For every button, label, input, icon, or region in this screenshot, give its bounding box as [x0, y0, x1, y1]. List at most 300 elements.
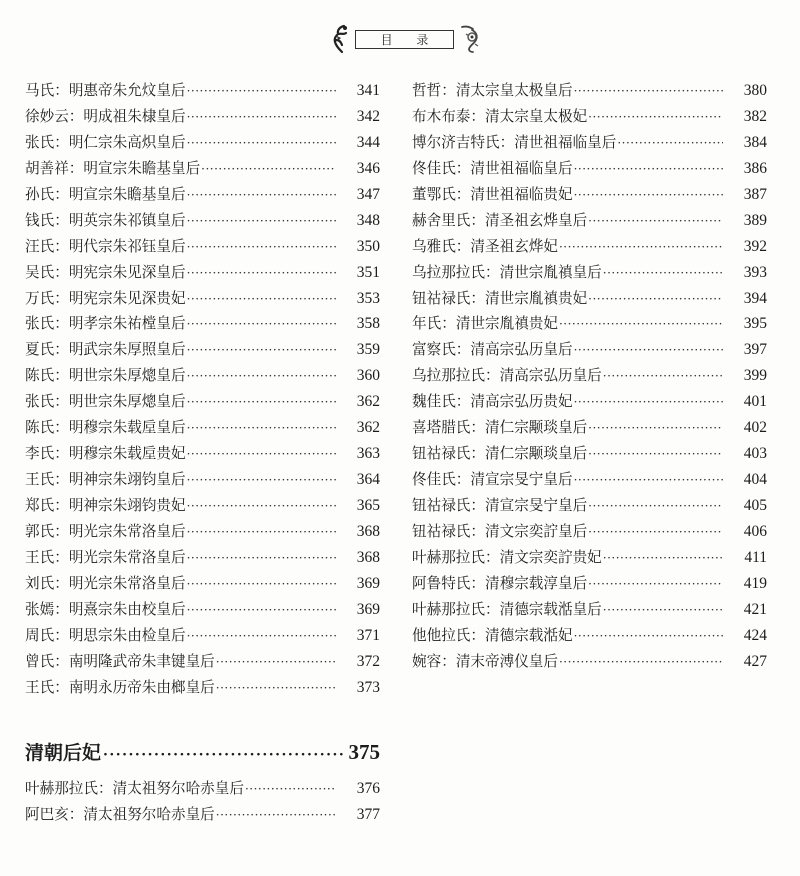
entry-separator: ： — [470, 522, 485, 540]
entry-name: 刘氏 — [25, 574, 55, 592]
toc-entry[interactable] — [25, 78, 380, 104]
leader-dots — [559, 312, 723, 338]
entry-name: 王氏 — [25, 548, 55, 566]
entry-page: 351 — [356, 263, 380, 281]
entry-title: 清仁宗颙琰皇后 — [485, 419, 588, 437]
leader-dots — [187, 442, 336, 468]
entry-page: 341 — [356, 82, 380, 99]
entry-page: 402 — [743, 419, 767, 437]
entry-page: 364 — [356, 471, 380, 489]
leader-dots — [187, 598, 336, 624]
entry-separator: ： — [54, 497, 69, 514]
entry-page: 362 — [356, 419, 380, 437]
entry-title: 明神宗朱翊钧皇后 — [68, 471, 186, 489]
entry-page: 386 — [743, 159, 767, 177]
entry-separator: ： — [54, 237, 69, 255]
entry-page: 421 — [743, 600, 767, 618]
section-title: 清朝后妃 — [25, 742, 102, 764]
entry-title: 明惠帝朱允炆皇后 — [68, 82, 186, 99]
entry-name: 吴氏 — [25, 263, 55, 281]
entry-title: 明熹宗朱由校皇后 — [68, 600, 186, 618]
entry-name: 郑氏 — [25, 497, 55, 514]
toc-entry[interactable] — [25, 234, 380, 260]
entry-page: 387 — [743, 185, 767, 203]
leader-dots — [588, 572, 723, 598]
toc-entry[interactable] — [412, 78, 767, 104]
leader-dots — [588, 105, 723, 131]
toc-right-column — [412, 78, 767, 675]
entry-separator: ： — [470, 107, 485, 125]
entry-page: 376 — [356, 780, 380, 797]
leader-dots — [617, 131, 723, 157]
entry-separator: ： — [441, 652, 456, 670]
entry-page: 427 — [743, 652, 767, 670]
toc-title: 目 录 — [355, 30, 454, 49]
entry-name: 布木布泰 — [412, 107, 471, 125]
entry-name: 孙氏 — [25, 185, 55, 203]
entry-title: 清文宗奕詝皇后 — [485, 522, 588, 540]
toc-entry[interactable] — [412, 623, 767, 649]
entry-title: 清世祖福临皇后 — [470, 159, 573, 177]
toc-entry[interactable] — [25, 776, 380, 802]
entry-separator: ： — [470, 626, 485, 644]
entry-separator: ： — [54, 82, 69, 99]
entry-title: 明武宗朱厚照皇后 — [68, 341, 186, 359]
toc-entry[interactable] — [25, 802, 380, 828]
entry-page: 395 — [743, 315, 767, 333]
entry-name: 佟佳氏 — [412, 159, 456, 177]
toc-entry[interactable] — [412, 571, 767, 597]
entry-name: 陈氏 — [25, 419, 55, 437]
entry-title: 明仁宗朱高炽皇后 — [68, 133, 186, 151]
entry-title: 清仁宗颙琰皇后 — [485, 445, 588, 463]
entry-title: 清世祖福临皇后 — [514, 133, 617, 151]
entry-name: 佟佳氏 — [412, 471, 456, 489]
entry-title: 清宣宗旻宁皇后 — [470, 471, 573, 489]
leader-dots — [603, 261, 723, 287]
entry-separator: ： — [455, 159, 471, 177]
leader-dots — [187, 312, 336, 338]
toc-entry[interactable] — [25, 545, 380, 571]
entry-name: 徐妙云 — [25, 107, 69, 125]
entry-separator: ： — [54, 522, 69, 540]
toc-entry[interactable] — [25, 415, 380, 441]
entry-name: 年氏 — [412, 315, 442, 333]
leader-dots — [187, 235, 336, 261]
toc-entry[interactable] — [412, 441, 767, 467]
entry-title: 明代宗朱祁钰皇后 — [68, 237, 186, 255]
entry-title: 明宪宗朱见深皇后 — [68, 263, 186, 281]
entry-name: 郭氏 — [25, 522, 55, 540]
entry-separator: ： — [455, 341, 471, 359]
leader-dots — [574, 468, 723, 494]
entry-name: 魏佳氏 — [412, 393, 456, 411]
entry-separator: ： — [54, 185, 69, 203]
entry-page: 348 — [356, 211, 380, 229]
entry-title: 清文宗奕詝贵妃 — [499, 548, 602, 566]
leader-dots — [574, 338, 723, 364]
entry-separator: ： — [97, 780, 113, 797]
entry-title: 清德宗载湉妃 — [485, 626, 573, 644]
entry-page: 369 — [356, 600, 380, 618]
entry-name: 张氏 — [25, 393, 55, 411]
entry-separator: ： — [484, 263, 500, 281]
entry-separator: ： — [54, 315, 69, 333]
entry-title: 明孝宗朱祐樘皇后 — [68, 315, 186, 333]
leader-dots — [603, 364, 723, 390]
toc-entry[interactable] — [412, 104, 767, 130]
toc-entry[interactable] — [25, 623, 380, 649]
entry-title: 清宣宗旻宁皇后 — [485, 497, 588, 514]
entry-name: 叶赫那拉氏 — [412, 548, 485, 566]
entry-title: 明世宗朱厚熜皇后 — [68, 367, 186, 385]
entry-title: 清高宗弘历皇后 — [499, 367, 602, 385]
entry-page: 392 — [743, 237, 767, 255]
toc-entry[interactable] — [25, 363, 380, 389]
entry-name: 乌雅氏 — [412, 237, 456, 255]
entry-name: 喜塔腊氏 — [412, 419, 471, 437]
entry-name: 博尔济吉特氏 — [412, 133, 500, 151]
toc-entry[interactable] — [25, 467, 380, 493]
entry-page: 380 — [743, 82, 767, 99]
leader-dots — [588, 287, 723, 313]
entry-separator: ： — [54, 367, 69, 385]
leader-dots — [187, 209, 336, 235]
toc-entry[interactable] — [25, 597, 380, 623]
entry-title: 清世宗胤禛皇后 — [499, 263, 602, 281]
toc-entry[interactable] — [25, 389, 380, 415]
entry-name: 阿巴亥 — [25, 805, 69, 823]
entry-title: 清德宗载湉皇后 — [499, 600, 602, 618]
entry-name: 夏氏 — [25, 341, 55, 359]
leader-dots — [574, 183, 723, 209]
toc-entry[interactable] — [412, 208, 767, 234]
entry-name: 张氏 — [25, 315, 55, 333]
entry-separator: ： — [441, 82, 456, 99]
entry-separator: ： — [68, 107, 84, 125]
leader-dots — [187, 287, 336, 313]
toc-entry[interactable] — [25, 675, 380, 701]
entry-separator: ： — [470, 445, 485, 463]
entry-page: 344 — [356, 133, 380, 151]
entry-separator: ： — [455, 237, 471, 255]
toc-entry[interactable] — [412, 597, 767, 623]
toc-entry[interactable] — [412, 415, 767, 441]
toc-entry[interactable] — [412, 182, 767, 208]
entry-separator: ： — [54, 289, 69, 307]
toc-entry[interactable] — [412, 260, 767, 286]
entry-page: 406 — [743, 522, 767, 540]
toc-entry[interactable] — [25, 104, 380, 130]
entry-separator: ： — [54, 548, 69, 566]
toc-header — [0, 30, 800, 58]
leader-dots — [103, 738, 344, 772]
toc-entry[interactable] — [412, 337, 767, 363]
toc-entry[interactable] — [25, 156, 380, 182]
entry-name: 曾氏 — [25, 652, 55, 670]
toc-entry[interactable] — [25, 260, 380, 286]
entry-title: 清末帝溥仪皇后 — [455, 652, 558, 670]
entry-separator: ： — [54, 626, 69, 644]
entry-title: 清圣祖玄烨妃 — [470, 237, 558, 255]
entry-separator: ： — [68, 805, 84, 823]
entry-page: 399 — [743, 367, 767, 385]
entry-page: 401 — [743, 393, 767, 411]
entry-page: 404 — [743, 471, 767, 489]
entry-page: 369 — [356, 574, 380, 592]
entry-title: 明穆宗朱载垕皇后 — [68, 419, 186, 437]
entry-title: 清太祖努尔哈赤皇后 — [112, 780, 244, 797]
entry-page: 360 — [356, 367, 380, 385]
entry-title: 明宣宗朱瞻基皇后 — [83, 159, 201, 177]
section-heading[interactable] — [25, 735, 380, 769]
toc-entry[interactable] — [412, 234, 767, 260]
entry-name: 周氏 — [25, 626, 55, 644]
entry-name: 富察氏 — [412, 341, 456, 359]
entry-name: 王氏 — [25, 678, 55, 696]
entry-page: 405 — [743, 497, 767, 514]
toc-entry[interactable] — [412, 545, 767, 571]
entry-name: 哲哲 — [412, 82, 442, 99]
toc-entry[interactable] — [412, 649, 767, 675]
entry-separator: ： — [54, 574, 69, 592]
entry-name: 乌拉那拉氏 — [412, 367, 485, 385]
entry-title: 清高宗弘历皇后 — [470, 341, 573, 359]
leader-dots — [187, 390, 336, 416]
leader-dots — [187, 131, 336, 157]
toc-entry[interactable] — [25, 286, 380, 312]
toc-entry[interactable] — [25, 571, 380, 597]
entry-page: 403 — [743, 445, 767, 463]
leader-dots — [588, 520, 723, 546]
entry-title: 明英宗朱祁镇皇后 — [68, 211, 186, 229]
entry-separator: ： — [54, 341, 69, 359]
entry-separator: ： — [470, 289, 485, 307]
entry-page: 362 — [356, 393, 380, 411]
toc-entry[interactable] — [412, 130, 767, 156]
entry-page: 368 — [356, 522, 380, 540]
leader-dots — [574, 79, 723, 105]
entry-name: 董鄂氏 — [412, 185, 456, 203]
entry-separator: ： — [54, 211, 69, 229]
toc-section-qing — [25, 735, 380, 828]
entry-title: 清太祖努尔哈赤皇后 — [83, 805, 215, 823]
entry-name: 钮祜禄氏 — [412, 497, 471, 514]
leader-dots — [187, 105, 336, 131]
leader-dots — [588, 416, 723, 442]
toc-entry[interactable] — [412, 156, 767, 182]
entry-separator: ： — [499, 133, 515, 151]
toc-entry[interactable] — [412, 311, 767, 337]
entry-separator: ： — [441, 315, 456, 333]
toc-entry[interactable] — [25, 493, 380, 519]
entry-title: 清世宗胤禛贵妃 — [455, 315, 558, 333]
entry-title: 清圣祖玄烨皇后 — [485, 211, 588, 229]
entry-name: 马氏 — [25, 82, 55, 99]
toc-entry[interactable] — [412, 286, 767, 312]
entry-page: 382 — [743, 107, 767, 125]
leader-dots — [603, 598, 723, 624]
entry-page: 373 — [356, 678, 380, 696]
entry-page: 397 — [743, 341, 767, 359]
entry-name: 陈氏 — [25, 367, 55, 385]
toc-entry[interactable] — [25, 519, 380, 545]
leader-dots — [588, 494, 723, 520]
entry-separator: ： — [54, 678, 69, 696]
leader-dots — [187, 183, 336, 209]
leader-dots — [187, 546, 336, 572]
entry-separator: ： — [484, 548, 500, 566]
entry-page: 424 — [743, 626, 767, 644]
entry-name: 王氏 — [25, 471, 55, 489]
entry-title: 南明永历帝朱由榔皇后 — [68, 678, 215, 696]
entry-separator: ： — [54, 652, 69, 670]
toc-entry[interactable] — [412, 519, 767, 545]
entry-title: 清高宗弘历贵妃 — [470, 393, 573, 411]
leader-dots — [201, 157, 336, 183]
entry-page: 346 — [356, 159, 380, 177]
entry-name: 叶赫那拉氏 — [25, 780, 98, 797]
entry-title: 明世宗朱厚熜皇后 — [68, 393, 186, 411]
toc-entry[interactable] — [412, 363, 767, 389]
leader-dots — [574, 390, 723, 416]
leader-dots — [187, 261, 336, 287]
entry-name: 乌拉那拉氏 — [412, 263, 485, 281]
entry-title: 明光宗朱常洛皇后 — [68, 574, 186, 592]
entry-page: 368 — [356, 548, 380, 566]
entry-page: 363 — [356, 445, 380, 463]
leader-dots — [574, 157, 723, 183]
leader-dots — [187, 79, 336, 105]
entry-title: 清太宗皇太极妃 — [485, 107, 588, 125]
entry-separator: ： — [54, 471, 69, 489]
entry-page: 419 — [743, 574, 767, 592]
entry-name: 钮祜禄氏 — [412, 445, 471, 463]
entry-title: 明宣宗朱瞻基皇后 — [68, 185, 186, 203]
entry-name: 张氏 — [25, 133, 55, 151]
leader-dots — [245, 777, 336, 803]
leader-dots — [559, 650, 723, 676]
entry-separator: ： — [455, 393, 471, 411]
entry-name: 钱氏 — [25, 211, 55, 229]
entry-name: 钮祜禄氏 — [412, 289, 471, 307]
entry-title: 明神宗朱翊钧贵妃 — [68, 497, 186, 514]
entry-title: 清太宗皇太极皇后 — [455, 82, 573, 99]
dragon-ornament-icon — [460, 24, 482, 54]
entry-title: 清穆宗载淳皇后 — [485, 574, 588, 592]
entry-name: 他他拉氏 — [412, 626, 471, 644]
entry-page: 353 — [356, 289, 380, 307]
leader-dots — [187, 468, 336, 494]
entry-page: 394 — [743, 289, 767, 307]
entry-name: 婉容 — [412, 652, 442, 670]
entry-name: 万氏 — [25, 289, 55, 307]
toc-entry[interactable] — [412, 467, 767, 493]
toc-entry[interactable] — [25, 182, 380, 208]
entry-separator: ： — [54, 393, 69, 411]
entry-title: 清世宗胤禛贵妃 — [485, 289, 588, 307]
entry-title: 清世祖福临贵妃 — [470, 185, 573, 203]
entry-separator: ： — [470, 211, 485, 229]
leader-dots — [216, 803, 336, 829]
leader-dots — [216, 676, 336, 702]
entry-title: 明思宗朱由检皇后 — [68, 626, 186, 644]
toc-entry[interactable] — [412, 493, 767, 519]
leader-dots — [187, 520, 336, 546]
toc-entry[interactable] — [25, 337, 380, 363]
entry-title: 明宪宗朱见深贵妃 — [68, 289, 186, 307]
leader-dots — [187, 416, 336, 442]
entry-separator: ： — [484, 367, 500, 385]
entry-page: 342 — [356, 107, 380, 125]
entry-title: 明光宗朱常洛皇后 — [68, 522, 186, 540]
section-page: 375 — [348, 740, 380, 764]
entry-separator: ： — [68, 159, 84, 177]
leader-dots — [187, 364, 336, 390]
entry-separator: ： — [470, 497, 485, 514]
entry-separator: ： — [54, 263, 69, 281]
entry-separator: ： — [470, 574, 485, 592]
entry-page: 411 — [744, 548, 767, 566]
entry-name: 赫舍里氏 — [412, 211, 471, 229]
entry-title: 南明隆武帝朱聿键皇后 — [68, 652, 215, 670]
leader-dots — [216, 650, 336, 676]
entry-page: 347 — [356, 185, 380, 203]
toc-entry[interactable] — [25, 649, 380, 675]
entry-title: 明成祖朱棣皇后 — [83, 107, 186, 125]
leader-dots — [187, 494, 336, 520]
entry-separator: ： — [54, 600, 69, 618]
entry-title: 明光宗朱常洛皇后 — [68, 548, 186, 566]
leader-dots — [187, 338, 336, 364]
toc-entry[interactable] — [412, 389, 767, 415]
entry-page: 365 — [356, 497, 380, 514]
toc-entry[interactable] — [25, 311, 380, 337]
leader-dots — [588, 442, 723, 468]
toc-entry[interactable] — [25, 130, 380, 156]
entry-page: 372 — [356, 652, 380, 670]
entry-page: 377 — [356, 805, 380, 823]
entry-page: 384 — [743, 133, 767, 151]
entry-separator: ： — [54, 445, 69, 463]
entry-separator: ： — [484, 600, 500, 618]
entry-page: 393 — [743, 263, 767, 281]
entry-name: 阿鲁特氏 — [412, 574, 471, 592]
entry-name: 钮祜禄氏 — [412, 522, 471, 540]
entry-separator: ： — [455, 471, 471, 489]
leader-dots — [588, 209, 723, 235]
entry-separator: ： — [470, 419, 485, 437]
entry-page: 358 — [356, 315, 380, 333]
entry-name: 叶赫那拉氏 — [412, 600, 485, 618]
toc-entry[interactable] — [25, 441, 380, 467]
entry-name: 张嫣 — [25, 600, 55, 618]
leader-dots — [187, 572, 336, 598]
entry-name: 李氏 — [25, 445, 55, 463]
entry-name: 胡善祥 — [25, 159, 69, 177]
toc-entry[interactable] — [25, 208, 380, 234]
leader-dots — [603, 546, 723, 572]
phoenix-ornament-icon — [330, 24, 352, 54]
toc-left-column — [25, 78, 380, 701]
leader-dots — [574, 624, 723, 650]
entry-page: 371 — [356, 626, 380, 644]
entry-name: 汪氏 — [25, 237, 55, 255]
entry-separator: ： — [455, 185, 471, 203]
entry-page: 389 — [743, 211, 767, 229]
entry-title: 明穆宗朱载垕贵妃 — [68, 445, 186, 463]
entry-page: 359 — [356, 341, 380, 359]
